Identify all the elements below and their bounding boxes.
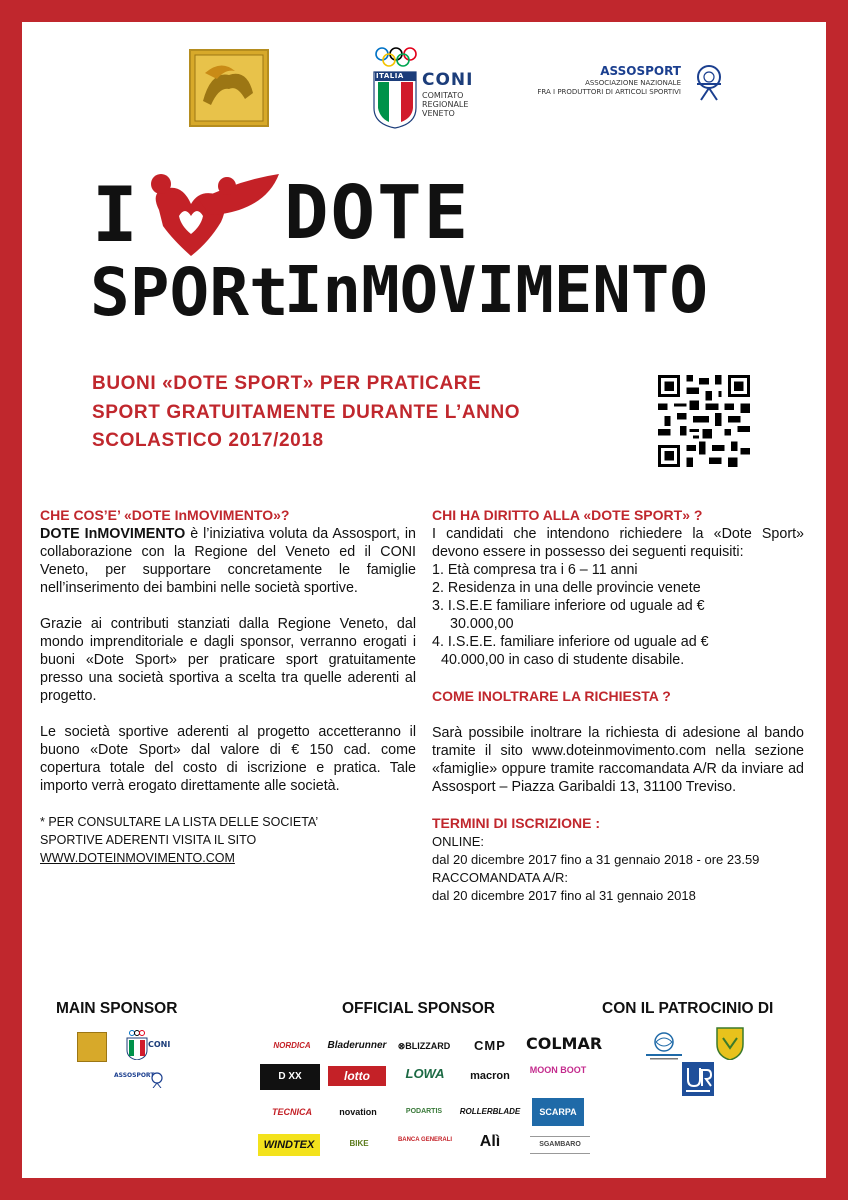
patrocinio-title: CON IL PATROCINIO DI	[602, 1000, 774, 1017]
subheading	[92, 370, 612, 456]
raccomandata-label: RACCOMANDATA A/R:	[432, 870, 569, 885]
patrocinio-shield-icon	[715, 1026, 745, 1060]
sponsor-tecnica: TECNICA	[272, 1107, 312, 1117]
sponsor-bladerunner: Bladerunner	[327, 1040, 387, 1051]
sponsor-lotto: lotto	[328, 1066, 386, 1086]
coni-subtitle: COMITATO REGIONALE VENETO	[422, 91, 469, 118]
note-line-2: SPORTIVE ADERENTI VISITA IL SITO	[40, 833, 257, 847]
how-to-apply-title: COME INOLTRARE LA RICHIESTA ?	[432, 688, 671, 704]
raccomandata-dates: dal 20 dicembre 2017 fino al 31 gennaio 2018	[432, 888, 696, 903]
main-sponsor-veneto-logo	[77, 1032, 107, 1062]
contributions-paragraph: Grazie ai contributi stanziati dalla Regione Veneto, dal mondo imprenditoriale e dagli sponsor, verranno erogati i buoni «Dote Sport» per praticare sport gratuitamente presso una società sportiva a scelta tra quelle aderenti al progetto.	[40, 616, 416, 704]
sponsor-sgambaro: SGAMBARO	[530, 1136, 590, 1154]
official-sponsor-title: OFFICIAL SPONSOR	[342, 1000, 496, 1017]
assosport-logo	[510, 62, 725, 112]
how-to-apply-paragraph: Sarà possibile inoltrare la richiesta di adesione al bando tramite il sito www.doteinmovimento.com nella sezione «famiglie» oppure tramite raccomandata A/R da inviare ad Assosport – Piazza Garibaldi 13, 31100 Treviso.	[432, 725, 804, 795]
deadlines-title: TERMINI DI ISCRIZIONE :	[432, 815, 600, 831]
assosport-figure-icon	[693, 64, 725, 104]
sponsor-colmar: COLMAR	[526, 1034, 603, 1053]
main-sponsor-coni-name: CONI	[148, 1040, 171, 1049]
headline-dote: DOTE	[284, 170, 471, 256]
coni-name: CONI	[422, 70, 474, 90]
subheading-line-1: BUONI «DOTE SPORT» PER PRATICARE	[92, 373, 482, 394]
regione-veneto-lion-logo	[189, 49, 269, 127]
requirements-list	[432, 561, 804, 669]
headline-sport: SPORt	[90, 254, 289, 331]
subheading-line-3: SCOLASTICO 2017/2018	[92, 430, 324, 451]
sponsor-blizzard: ⊗BLIZZARD	[397, 1041, 451, 1051]
headline-i: I	[92, 170, 138, 259]
sponsor-scarpa: SCARPA	[532, 1098, 584, 1126]
poster-page	[22, 22, 826, 1178]
assosport-subtitle: ASSOCIAZIONE NAZIONALE FRA I PRODUTTORI DI ARTICOLI SPORTIVI	[537, 79, 681, 96]
eligibility-intro: I candidati che intendono richiedere la «Dote Sport» devono essere in possesso dei seguenti requisiti:	[432, 526, 804, 560]
note-line-1: * PER CONSULTARE LA LISTA DELLE SOCIETA’	[40, 815, 319, 829]
online-label: ONLINE:	[432, 834, 485, 849]
right-column	[432, 506, 804, 905]
requirement-isee-line: 3. I.S.E.E familiare inferiore od uguale ad €	[432, 598, 705, 614]
sponsor-cmp: CMP	[474, 1038, 506, 1053]
sponsor-bike: BIKE	[349, 1139, 369, 1148]
sponsor-nordica: NORDICA	[273, 1041, 311, 1050]
requirement-residence: 2. Residenza in una delle provincie venete	[432, 580, 701, 596]
headline-inmovimento: InMOVIMENTO	[284, 254, 708, 328]
left-column	[40, 506, 416, 867]
main-sponsor-assosport-name: ASSOSPORT	[114, 1072, 155, 1079]
main-sponsor-title: MAIN SPONSOR	[56, 1000, 178, 1017]
patrocinio-veneto-sport-icon	[642, 1030, 686, 1062]
sponsor-macron: macron	[470, 1070, 510, 1082]
sponsor-novation: novation	[339, 1107, 377, 1117]
sponsor-rollerblade: ROLLERBLADE	[459, 1107, 521, 1116]
requirement-isee-disabled-amount: 40.000,00 in caso di studente disabile.	[441, 652, 685, 668]
eligibility-title: CHI HA DIRITTO ALLA «DOTE SPORT» ?	[432, 507, 703, 523]
sponsor-podartis: PODARTIS	[405, 1108, 443, 1115]
subheading-line-2: SPORT GRATUITAMENTE DURANTE L’ANNO	[92, 401, 521, 423]
sponsor-dxx: D XX	[260, 1064, 320, 1090]
sponsor-banca-generali: BANCA GENERALI	[397, 1137, 453, 1143]
patrocinio-ur-veneto-icon	[682, 1062, 714, 1096]
what-is-title: CHE COS’E’ «DOTE InMOVIMENTO»?	[40, 507, 290, 523]
deadlines-block	[432, 833, 804, 905]
assosport-name: ASSOSPORT	[600, 64, 681, 78]
online-dates: dal 20 dicembre 2017 fino a 31 gennaio 2018 - ore 23.59	[432, 852, 760, 867]
main-sponsor-coni-icon	[126, 1030, 148, 1060]
dote-inmovimento-bold: DOTE InMOVIMENTO	[40, 526, 186, 542]
website-link[interactable]: WWW.DOTEINMOVIMENTO.COM	[40, 851, 235, 865]
list-note	[40, 813, 416, 867]
requirement-isee-disabled-line: 4. I.S.E.E. familiare inferiore od uguale ad €	[432, 634, 709, 650]
sponsor-moonboot: MOON BOOT	[529, 1065, 587, 1075]
sponsor-lowa: LOWA	[405, 1066, 445, 1081]
sponsor-windtex: WINDTEX	[258, 1134, 320, 1156]
what-is-paragraph	[40, 525, 416, 597]
main-sponsor-assosport-icon	[150, 1072, 164, 1088]
coni-veneto-logo	[372, 44, 482, 129]
requirement-age: 1. Età compresa tra i 6 – 11 anni	[432, 562, 638, 578]
voucher-value-paragraph: Le società sportive aderenti al progetto accetteranno il buono «Dote Sport» dal valore di € 150 cad. come copertura totale del costo di iscrizione e pratica. Tale importo verrà erogato direttamente alle società.	[40, 724, 416, 794]
qr-code-icon[interactable]	[658, 375, 750, 467]
requirement-isee-amount: 30.000,00	[450, 616, 514, 632]
coni-country-label: ITALIA	[376, 72, 404, 80]
winged-lion-icon	[191, 51, 267, 125]
sponsor-ali: Alì	[479, 1133, 501, 1150]
what-is-text: è l’iniziativa voluta da Assosport, in collaborazione con la Regione del Veneto ed il CONI Veneto, per supportare concretamente le famiglie nell’inserimento dei bambini nelle società sportive.	[40, 526, 417, 596]
